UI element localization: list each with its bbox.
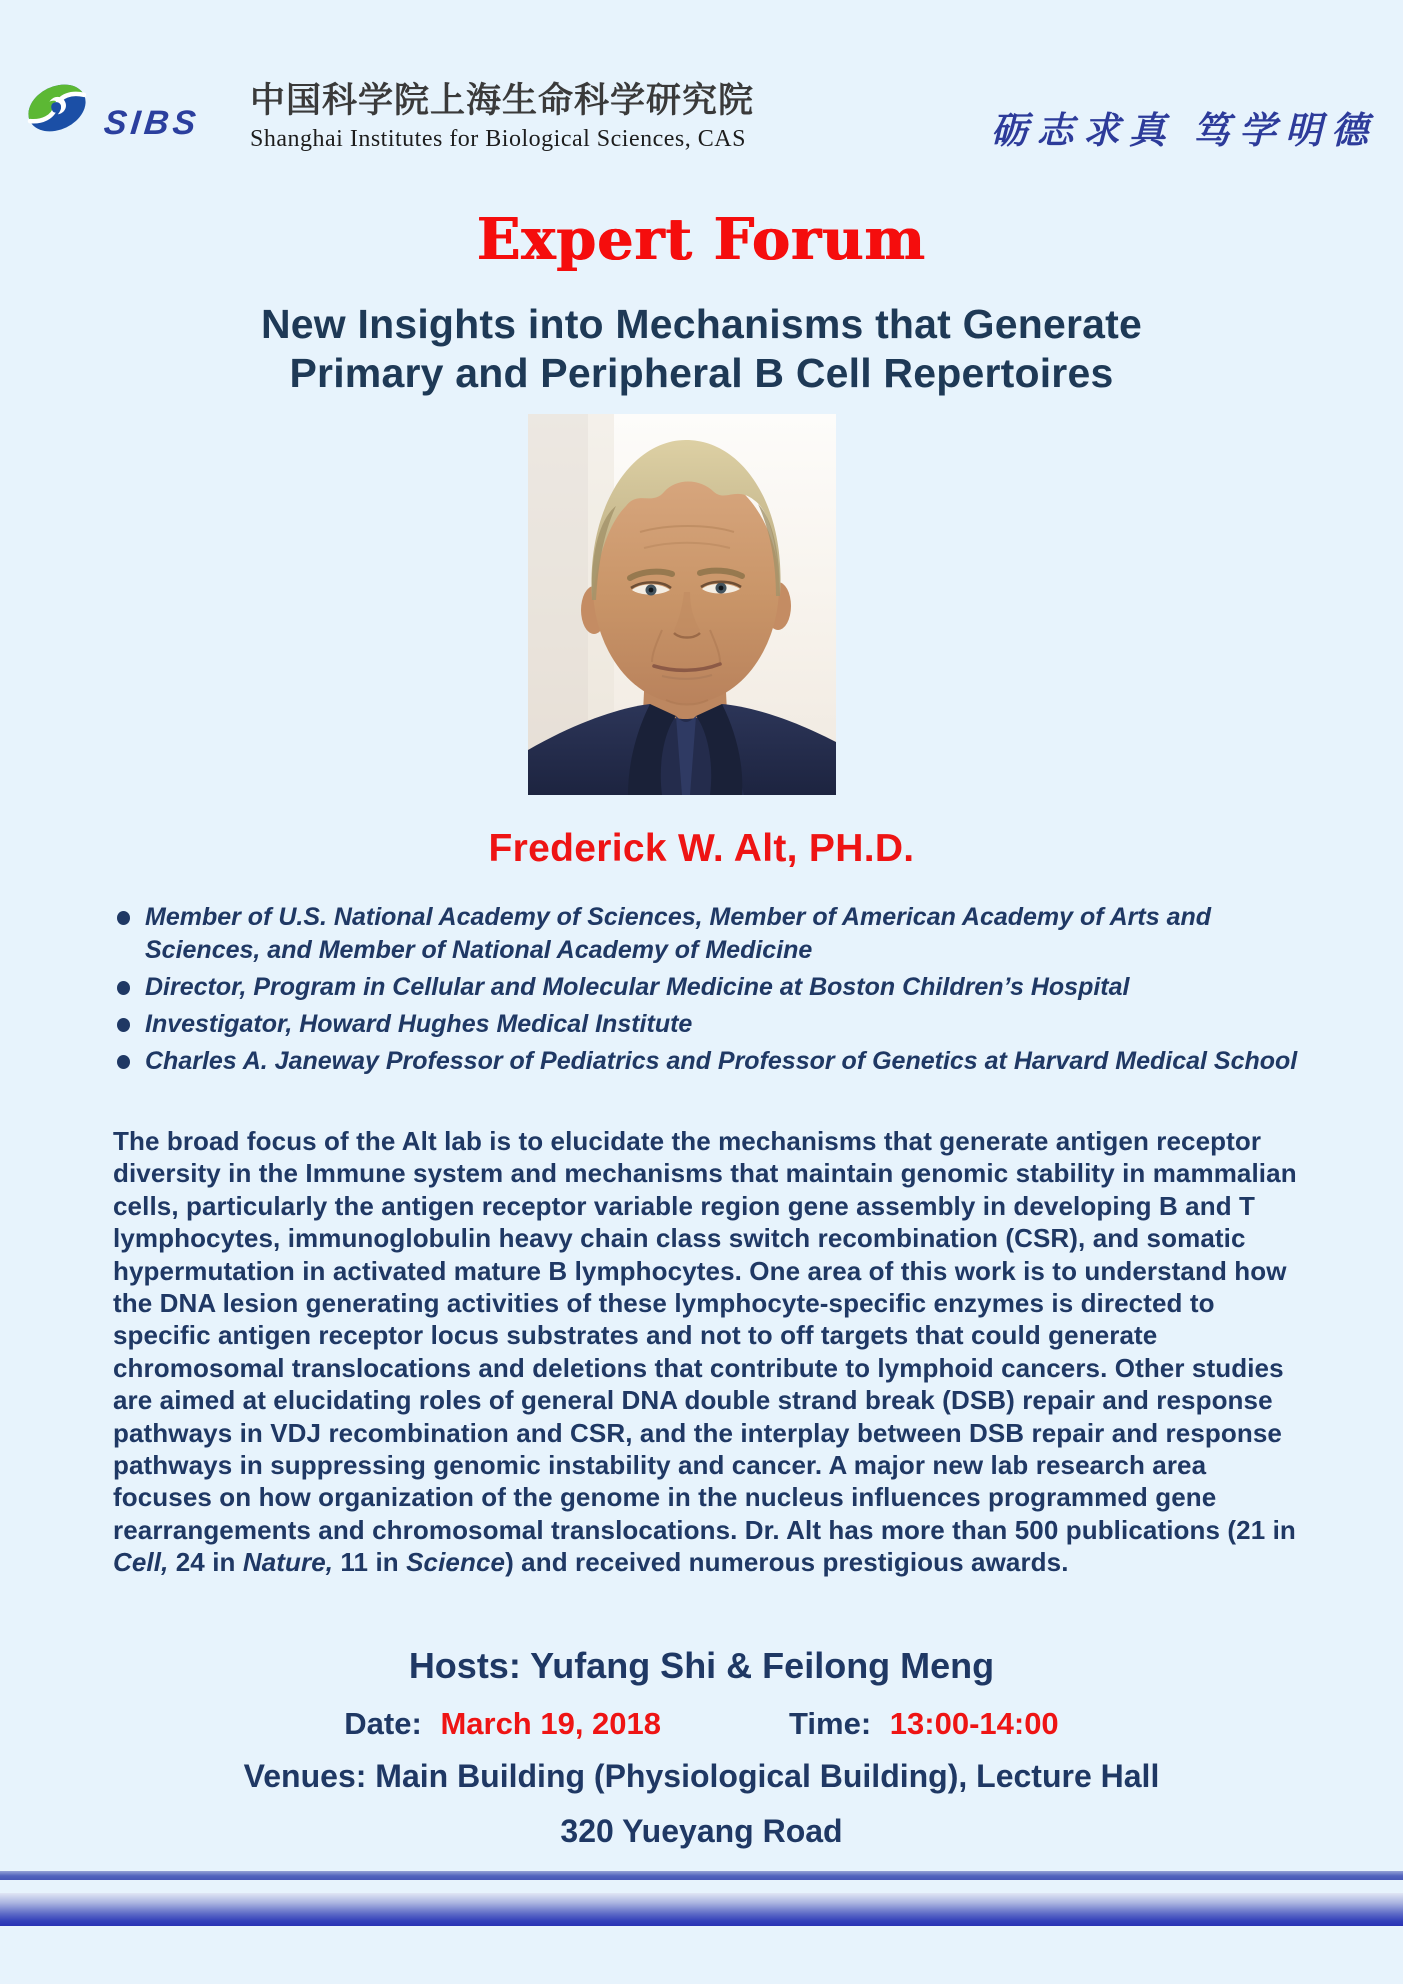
speaker-credentials-list [112,901,1307,1082]
calligraphy-motto: 砺志求真 笃学明德 [990,111,1377,152]
credential-text: Investigator, Howard Hughes Medical Institute [145,1010,693,1038]
footer-thin-bar [0,1871,1403,1880]
talk-title-line1: New Insights into Mechanisms that Generate [261,301,1142,347]
talk-title-line2: Primary and Peripheral B Cell Repertoires [289,350,1114,396]
footer-thick-bar [0,1893,1403,1926]
time-value: 13:00-14:00 [889,1706,1059,1741]
credential-item [112,971,1307,1004]
credential-item [112,1045,1307,1078]
credential-text: Charles A. Janeway Professor of Pediatrics and Professor of Genetics at Harvard Medical School [145,1047,1298,1075]
date-field [344,1706,661,1742]
bio-journal-science: Science [406,1547,506,1578]
bio-text: 24 in [168,1547,243,1578]
bio-journal-cell: Cell, [113,1547,169,1578]
bullet-icon [117,911,130,925]
institution-name-en: Shanghai Institutes for Biological Sciences, CAS [250,125,746,152]
sibs-logo-icon [26,72,88,142]
credential-text: Director, Program in Cellular and Molecular Medicine at Boston Children’s Hospital [145,973,1130,1001]
speaker-name: Frederick W. Alt, PH.D. [488,827,915,870]
date-value: March 19, 2018 [440,1706,662,1741]
bullet-icon [117,1055,130,1069]
portrait-image [528,414,836,795]
time-field [789,1706,1059,1742]
institution-name-cn: 中国科学院上海生命科学研究院 [250,81,755,120]
hosts-line: Hosts: Yufang Shi & Feilong Meng [408,1645,995,1686]
speaker-portrait-photo [528,414,836,795]
speaker-bio-paragraph [113,1125,1310,1579]
bio-text: The broad focus of the Alt lab is to elucidate the mechanisms that generate antigen receptor diversity in the Immune system and mechanisms that maintain genomic stability in mammalian cells, particularly the antigen receptor variable region gene assembly in developing B and T lymphocytes, immunoglobulin heavy chain class switch recombination (CSR), and somatic hypermutation in activated mature B lymphocytes. One area of this work is to understand how the DNA lesion generating activities of these lymphocyte-specific enzymes is directed to specific antigen receptor locus substrates and not to off targets that could generate chromosomal translocations and deletions that contribute to lymphoid cancers. Other studies are aimed at elucidating roles of general DNA double strand break (DSB) repair and response pathways in VDJ recombination and CSR, and the interplay between DSB repair and response pathways in suppressing genomic instability and cancer. A major new lab research area focuses on how organization of the genome in the nucleus influences programmed gene rearrangements and chromosomal translocations. Dr. Alt has more than 500 publications (21 in [113,1126,1297,1545]
venue-address: 320 Yueyang Road [560,1813,843,1849]
bio-text: 11 in [333,1547,407,1578]
datetime-row [0,1706,1403,1742]
bullet-icon [117,1018,130,1032]
date-label: Date: [344,1706,422,1741]
forum-banner-title: Expert Forum [477,206,926,273]
bullet-icon [117,981,130,995]
credential-item [112,1008,1307,1041]
institution-header [250,82,754,153]
venue-line: Venues: Main Building (Physiological Building), Lecture Hall [243,1758,1160,1794]
bio-journal-nature: Nature, [242,1547,334,1578]
time-label: Time: [789,1706,872,1741]
sibs-logo [26,72,202,142]
bio-text: ) and received numerous prestigious awards. [505,1547,1069,1578]
credential-item [112,901,1307,967]
credential-text: Member of U.S. National Academy of Sciences, Member of American Academy of Arts and Sciences, and Member of National Academy of Medicine [145,903,1212,964]
sibs-logo-text: SIBS [102,104,202,142]
talk-title [0,300,1403,398]
